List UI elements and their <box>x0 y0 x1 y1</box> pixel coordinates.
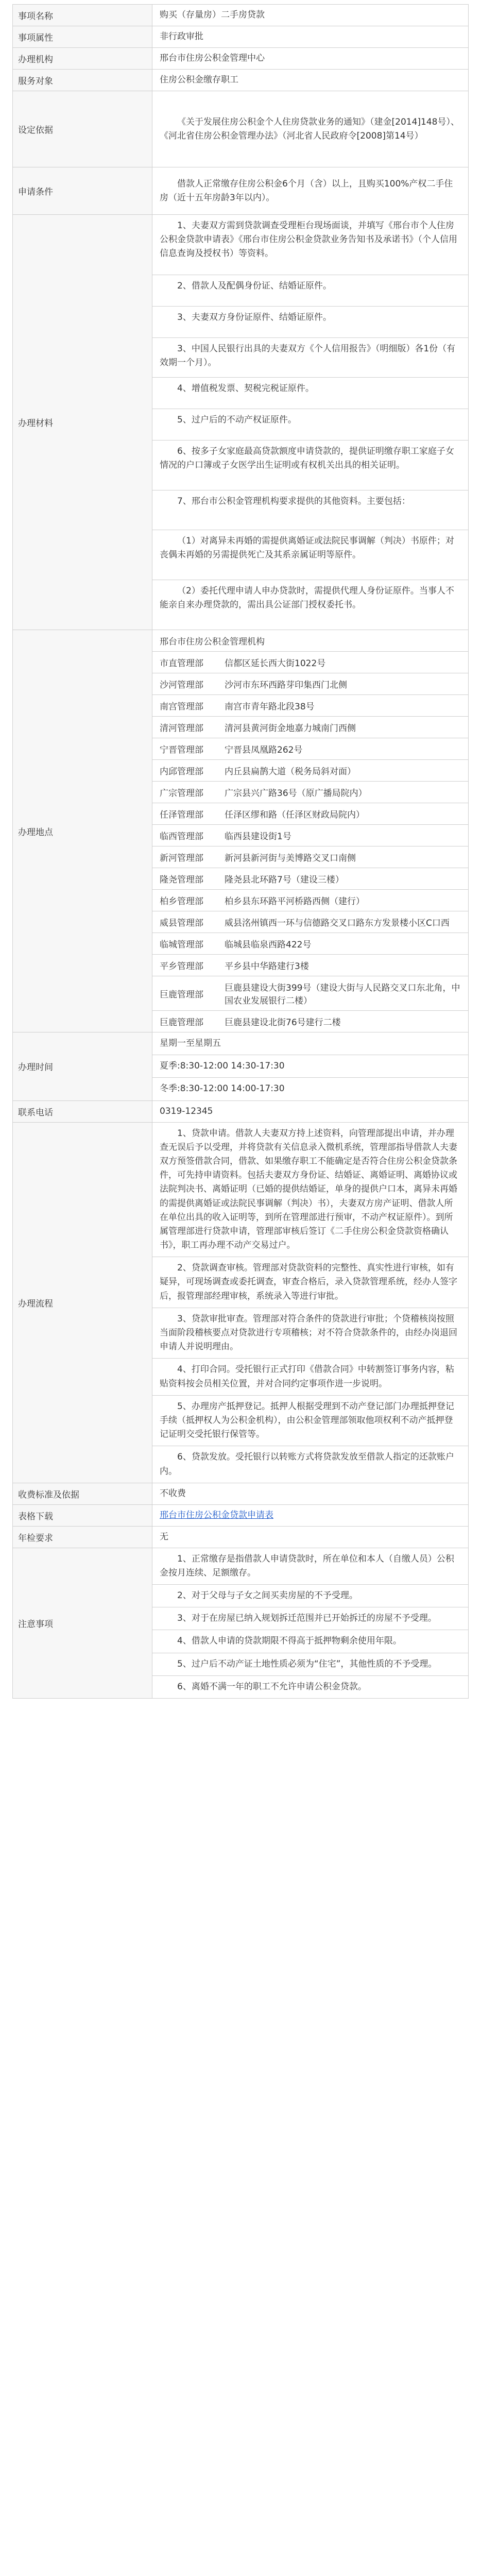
center-address: 柏乡县东环路平河桥路西侧（建行） <box>225 896 365 907</box>
agency-value: 邢台市住房公积金管理中心 <box>152 48 469 70</box>
location-row <box>152 717 468 738</box>
download-cell <box>152 1504 469 1526</box>
process-step: 5、办理房产抵押登记。抵押人根据受理到不动产登记部门办理抵押登记手续（抵押权人为公积金机构），由公积金管理部领取他项权利不动产抵押登记证明交受托银行保管等。 <box>152 1396 468 1447</box>
row-process <box>13 1122 469 1483</box>
row-basis <box>13 91 469 167</box>
materials-item: 3、夫妻双方身份证原件、结婚证原件。 <box>152 307 468 338</box>
location-row <box>152 738 468 760</box>
center-address: 宁晋县凤凰路262号 <box>225 745 303 755</box>
item-name-value: 购买（存量房）二手房贷款 <box>152 5 469 26</box>
location-row <box>152 673 468 695</box>
row-notes <box>13 1548 469 1698</box>
note-item: 5、过户后不动产证土地性质必须为“住宅”，其他性质的不予受理。 <box>152 1653 468 1676</box>
service-target-label: 服务对象 <box>13 70 152 91</box>
center-address: 信都区延长西大街1022号 <box>225 658 326 669</box>
center-address: 沙河市东环西路芽印集西门北侧 <box>225 680 347 690</box>
process-step: 3、贷款审批审查。管理部对符合条件的贷款进行审批；个贷稽核岗按照当面阶段稽核要点对贷款进行专项稽核；对不符合贷款条件的，由经办岗退回申请人并说明理由。 <box>152 1308 468 1359</box>
process-step: 2、贷款调查审核。管理部对贷款资料的完整性、真实性进行审核，如有疑异，可现场调查或委托调查，审查合格后，录入贷款管理系统，经办人签字后，报管理部经理审核，系统录入等进行审批。 <box>152 1257 468 1308</box>
row-agency <box>13 48 469 70</box>
item-type-value: 非行政审批 <box>152 26 469 48</box>
center-address: 临西县建设街1号 <box>225 832 291 842</box>
center-address: 任泽区缪和路（任泽区财政局院内） <box>225 810 365 820</box>
notes-label: 注意事项 <box>13 1548 152 1698</box>
process-step: 4、打印合同。受托银行正式打印《借款合同》中转割签订事务内容，粘贴资料按会员相关位置，并对合同约定事项作进一步说明。 <box>152 1359 468 1395</box>
materials-item: 3、中国人民银行出具的夫妻双方《个人信用报告》（明细版）各1份（有效期一个月）。 <box>152 338 468 378</box>
process-step: 1、贷款申请。借款人夫妻双方持上述资料，向管理部提出申请，并办理查无误后予以受理，并将贷款有关信息录入微机系统，管理部指导借款人夫妻双方预签借款合同，借款、如果缴存职工不能确定是否符合住房公积金贷款条件，可先持申请资料。包括夫妻双方身份证、结婚证、离婚证明、离婚协议或法院判决书、离婚证明（已婚的提供结婚证，单身的提供户口本，离异未再婚的需提供离婚证或法院民事调解（判决）书），夫妻双方房产证明、借款人所在单位出具的收入证明等，到所在管理部进行预审，不动产权证原件）。到所属管理部进行贷款申请，管理部审核后签订《二手住房公积金贷款资格确认书》，职工再办理不动产交易过户。 <box>152 1123 468 1258</box>
center-address: 巨鹿县建设大街399号（建设大街与人民路交叉口东北角，中国农业发展银行二楼） <box>225 983 460 1006</box>
center-address: 临城县临泉西路422号 <box>225 940 312 950</box>
materials-list <box>152 215 469 630</box>
center-address: 内丘县扁鹊大道（税务局斜对面） <box>225 767 356 777</box>
row-download <box>13 1504 469 1526</box>
service-guide-table <box>12 4 469 1699</box>
item-name-label: 事项名称 <box>13 5 152 26</box>
fees-value: 不收费 <box>152 1483 469 1504</box>
center-name: 巨鹿管理部 <box>160 1018 203 1028</box>
location-row <box>152 760 468 782</box>
materials-item: 1、夫妻双方需到贷款调查受理柜台现场面谈，并填写《邢台市个人住房公积金贷款申请表》《邢台市住房公积金贷款业务告知书及承诺书》（个人信用信息查询及授权书）等资料。 <box>152 215 468 275</box>
center-name: 沙河管理部 <box>160 680 203 690</box>
location-row <box>152 652 468 673</box>
row-annual <box>13 1526 469 1548</box>
center-name: 清河管理部 <box>160 723 203 734</box>
center-address: 新河县新河街与美博路交叉口南侧 <box>225 853 356 863</box>
hours-label: 办理时间 <box>13 1032 152 1101</box>
center-name: 南宫管理部 <box>160 702 203 712</box>
basis-value: 《关于发展住房公积金个人住房贷款业务的通知》（建金[2014]148号）、《河北省住房公积金管理办法》（河北省人民政府令[2008]第14号） <box>152 91 469 167</box>
locations-header-row <box>152 630 468 652</box>
row-locations <box>13 630 469 1032</box>
conditions-label: 申请条件 <box>13 167 152 215</box>
center-address: 平乡县中华路建行3楼 <box>225 961 309 972</box>
process-step: 6、贷款发放。受托银行以转账方式将贷款发放至借款人指定的还款账户内。 <box>160 1452 454 1477</box>
notes-list <box>152 1548 469 1698</box>
center-name: 内邱管理部 <box>160 767 203 777</box>
center-name: 新河管理部 <box>160 853 203 863</box>
location-row <box>152 890 468 911</box>
basis-label: 设定依据 <box>13 91 152 167</box>
row-service-target <box>13 70 469 91</box>
location-row <box>152 955 468 976</box>
row-hours <box>13 1032 469 1101</box>
locations-label: 办理地点 <box>13 630 152 1032</box>
hours-line: 冬季:8:30-12:00 14:00-17:30 <box>160 1083 285 1094</box>
process-label: 办理流程 <box>13 1122 152 1483</box>
fees-label: 收费标准及依据 <box>13 1483 152 1504</box>
location-row <box>152 1011 468 1032</box>
materials-item: 6、按多子女家庭最高贷款额度申请贷款的，提供证明缴存职工家庭子女情况的户口簿或子女医学出生证明或有权机关出具的相关证明。 <box>152 440 468 490</box>
hours-line: 星期一至星期五 <box>152 1032 468 1055</box>
annual-value: 无 <box>152 1526 469 1548</box>
item-type-label: 事项属性 <box>13 26 152 48</box>
agency-label: 办理机构 <box>13 48 152 70</box>
locations-header: 邢台市住房公积金管理机构 <box>160 637 265 647</box>
materials-item: （1）对离异未再婚的需提供离婚证或法院民事调解（判决）书原件；对丧偶未再婚的另需提供死亡及其系亲属证明等原件。 <box>152 530 468 580</box>
note-item: 3、对于在房屋已纳入规划拆迁范围并已开始拆迁的房屋不予受理。 <box>152 1607 468 1630</box>
service-target-value: 住房公积金缴存职工 <box>152 70 469 91</box>
center-name: 宁晋管理部 <box>160 745 203 755</box>
locations-list <box>152 630 469 1032</box>
hours-line: 夏季:8:30-12:00 14:30-17:30 <box>152 1055 468 1078</box>
location-row <box>152 976 468 1011</box>
center-address: 巨鹿县建设北街76号建行二楼 <box>225 1018 341 1028</box>
conditions-value: 借款人正常缴存住房公积金6个月（含）以上，且购买100%产权二手住房（近十五年房龄3年以内）。 <box>152 167 469 215</box>
center-name: 任泽管理部 <box>160 810 203 820</box>
center-name: 威县管理部 <box>160 918 203 928</box>
phone-label: 联系电话 <box>13 1100 152 1122</box>
materials-item: 7、邢台市公积金管理机构要求提供的其他资料。主要包括： <box>152 490 468 530</box>
hours-list <box>152 1032 469 1101</box>
annual-label: 年检要求 <box>13 1526 152 1548</box>
row-item-name <box>13 5 469 26</box>
center-name: 柏乡管理部 <box>160 896 203 907</box>
center-name: 隆尧管理部 <box>160 875 203 885</box>
center-name: 平乡管理部 <box>160 961 203 972</box>
row-conditions <box>13 167 469 215</box>
row-fees <box>13 1483 469 1504</box>
center-name: 巨鹿管理部 <box>160 989 203 1000</box>
materials-item: （2）委托代理申请人申办贷款时，需提供代理人身份证原件。当事人不能亲自来办理贷款的，需出具公证部门授权委托书。 <box>160 586 454 611</box>
row-item-type <box>13 26 469 48</box>
center-address: 隆尧县北环路7号（建设三楼） <box>225 875 344 885</box>
location-row <box>152 911 468 933</box>
phone-value: 0319-12345 <box>152 1100 469 1122</box>
note-item: 1、正常缴存是指借款人申请贷款时，所在单位和本人（自缴人员）公积金按月连续、足额缴存。 <box>152 1548 468 1585</box>
location-row <box>152 782 468 803</box>
materials-label: 办理材料 <box>13 215 152 630</box>
location-row <box>152 846 468 868</box>
location-row <box>152 695 468 717</box>
center-name: 临西管理部 <box>160 832 203 842</box>
center-address: 清河县黄河街金地嘉力城南门西侧 <box>225 723 356 734</box>
note-item: 2、对于父母与子女之间买卖房屋的不予受理。 <box>152 1585 468 1607</box>
note-item: 6、离婚不满一年的职工不允许申请公积金贷款。 <box>177 1681 367 1692</box>
location-row <box>152 868 468 890</box>
center-address: 威县洺州镇西一环与信德路交叉口路东方发景楼小区C口西 <box>225 918 450 928</box>
download-application-form-link[interactable]: 邢台市住房公积金贷款申请表 <box>160 1510 273 1521</box>
materials-item: 4、增值税发票、契税完税证原件。 <box>152 378 468 409</box>
materials-item: 2、借款人及配偶身份证、结婚证原件。 <box>152 275 468 307</box>
row-materials <box>13 215 469 630</box>
location-row <box>152 933 468 955</box>
center-name: 广宗管理部 <box>160 788 203 799</box>
center-name: 临城管理部 <box>160 940 203 950</box>
materials-item: 5、过户后的不动产权证原件。 <box>152 409 468 440</box>
download-label: 表格下载 <box>13 1504 152 1526</box>
center-address: 广宗县兴广路36号（原广播局院内） <box>225 788 367 799</box>
note-item: 4、借款人申请的贷款期限不得高于抵押物剩余使用年限。 <box>152 1630 468 1653</box>
process-list <box>152 1122 469 1483</box>
center-address: 南宫市青年路北段38号 <box>225 702 315 712</box>
location-row <box>152 803 468 825</box>
row-phone <box>13 1100 469 1122</box>
center-name: 市直管理部 <box>160 658 203 669</box>
location-row <box>152 825 468 846</box>
